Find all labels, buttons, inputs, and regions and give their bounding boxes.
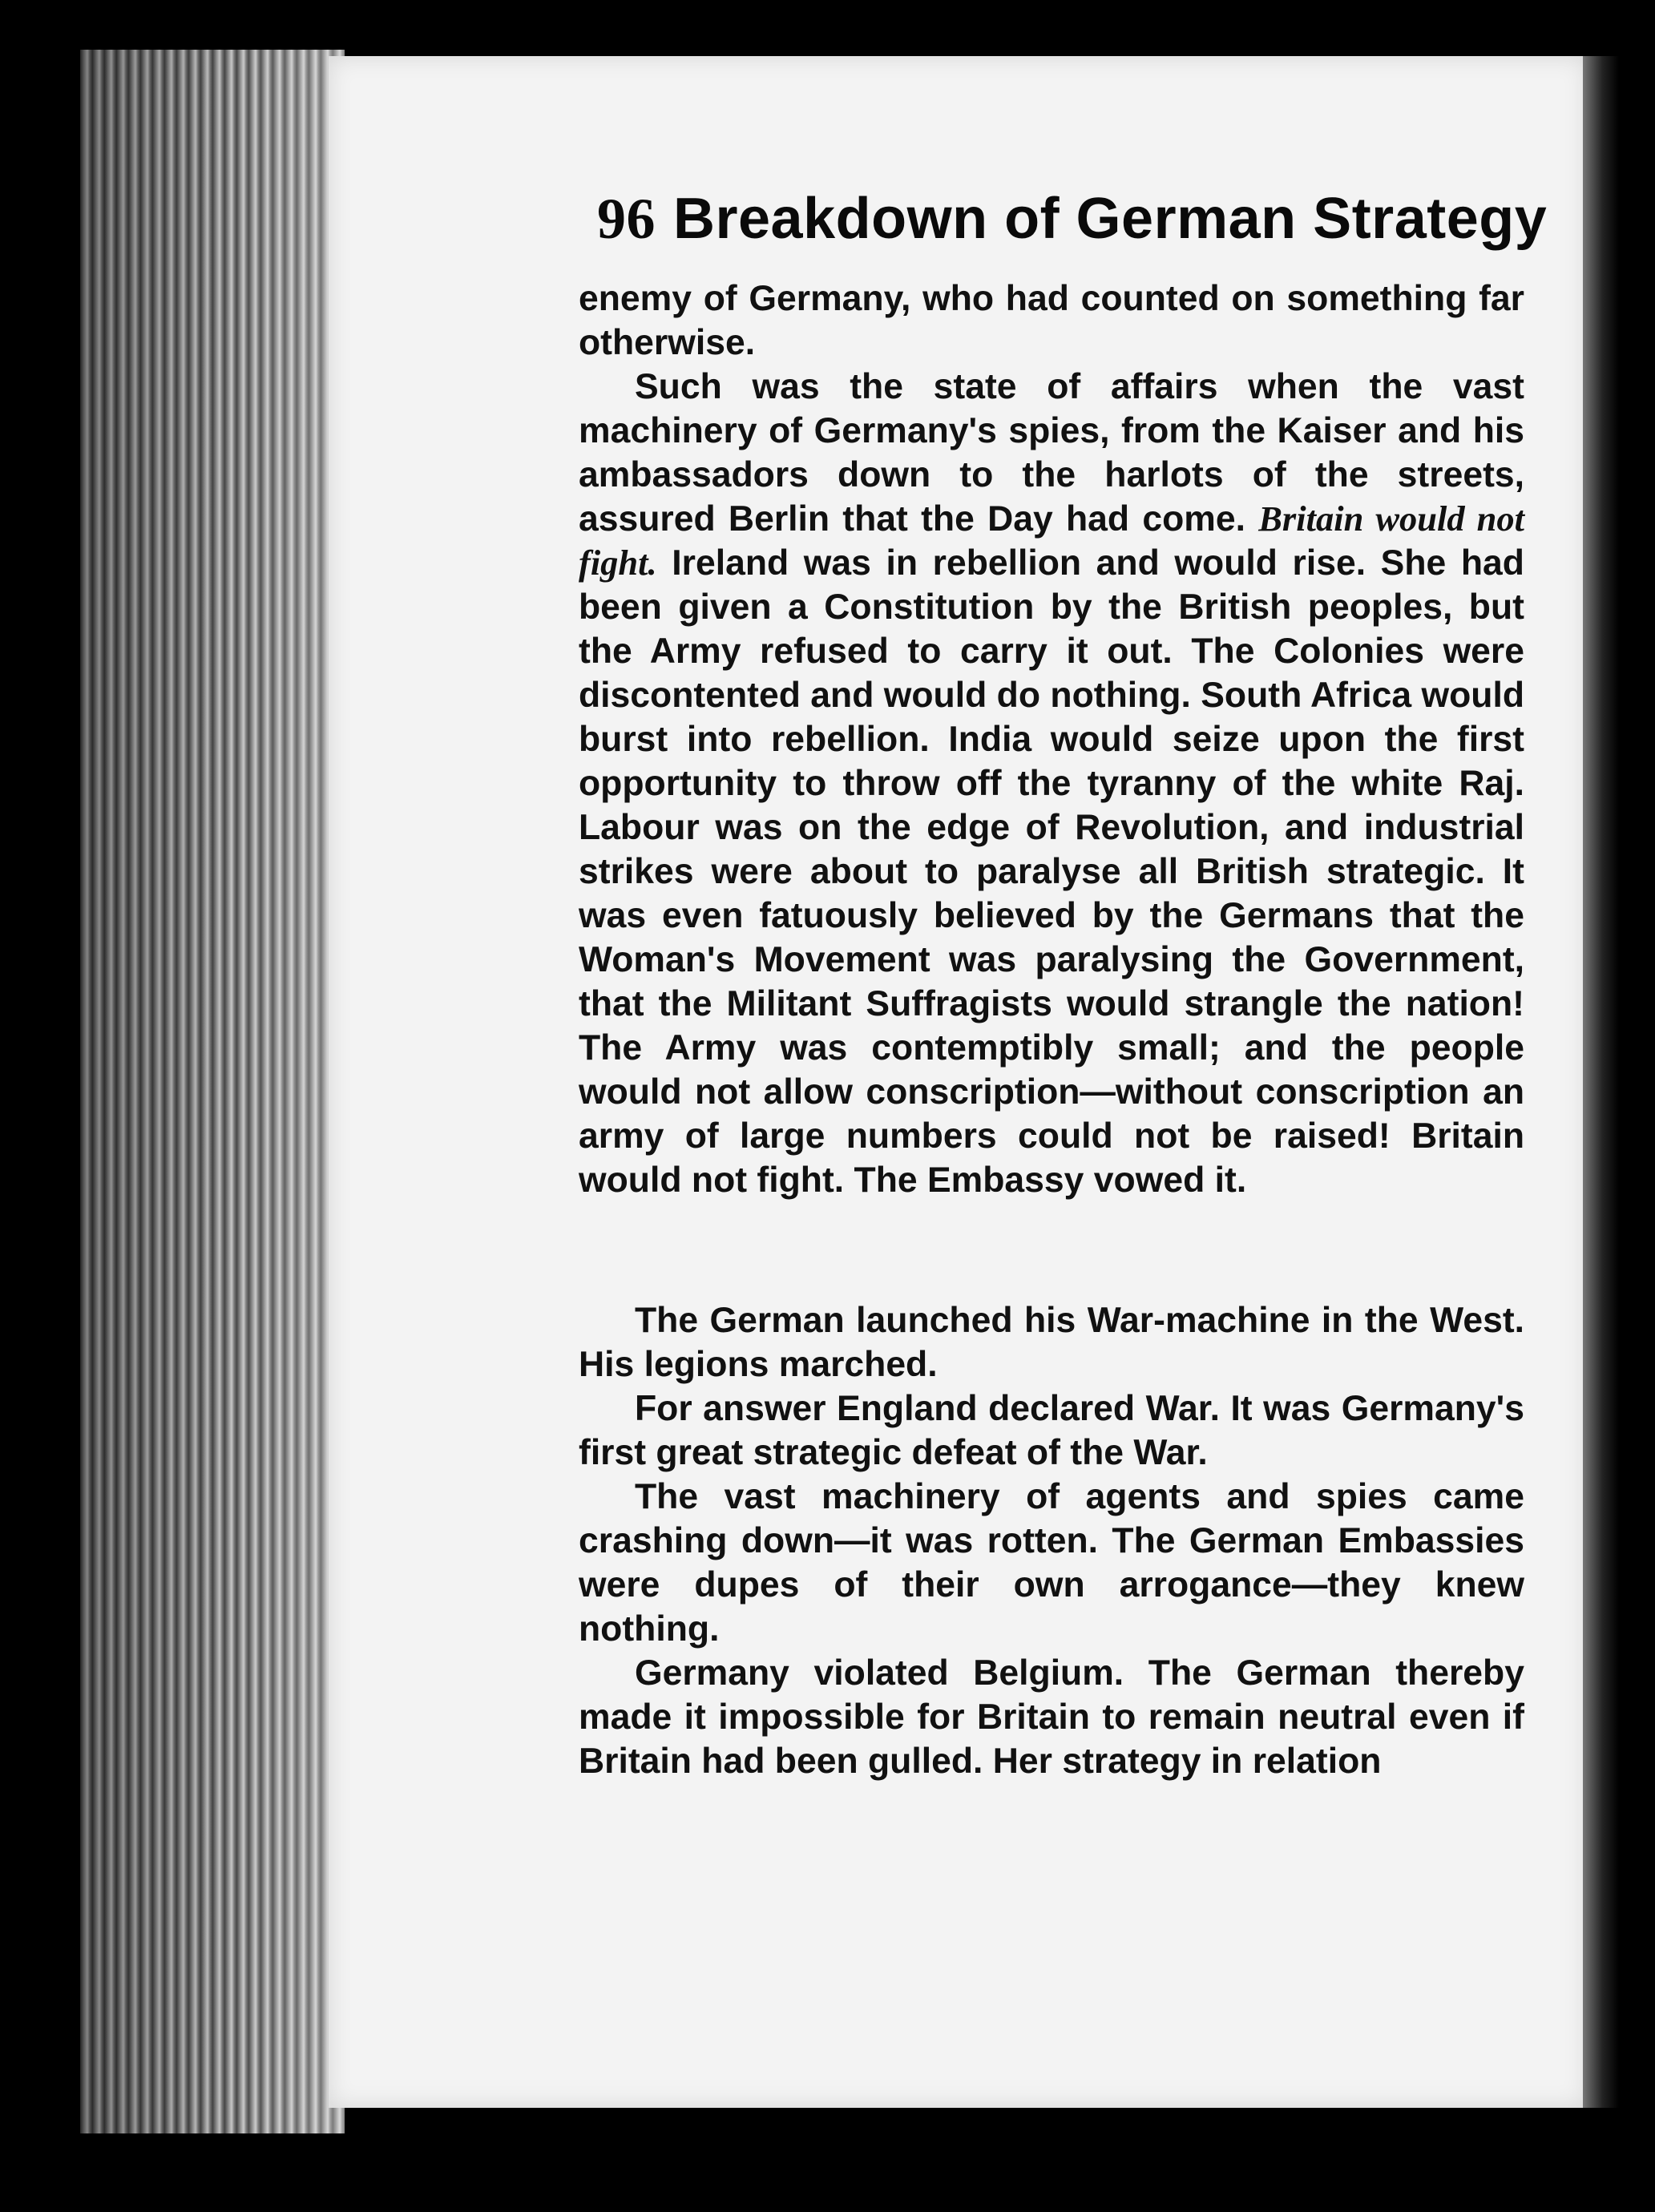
text-block-bottom [579,1298,1524,1783]
paragraph-2-emphasis: Britain would not fight. [579,499,1525,583]
text-block-top [579,276,1524,1202]
paragraph-2-start: Such was the state of affairs when the vast machinery of Germany's spies, from the Kaiser and his ambassadors down to the harlots of the streets, assured Berlin that the Day had come. [579,367,1524,539]
running-header [597,186,1548,252]
paragraph-4: For answer England declared War. It was Germany's first great strategic defeat of the War. [579,1389,1524,1472]
paragraph-6: Germany violated Belgium. The German thereby made it impossible for Britain to remain neutral even if Britain had been gulled. Her strategy in relation [579,1653,1524,1781]
page-number: 96 [597,187,656,251]
paragraph-3: The German launched his War-machine in the West. His legions marched. [579,1301,1524,1384]
gutter-shadow [1583,56,1619,2108]
paragraph-2-end: Ireland was in rebellion and would rise. She had been given a Constitution by the British peoples, but the Army refused to carry it out. The Colonies were discontented and would do nothing. South Africa would burst into rebellion. India would seize upon the first opportunity to throw off the tyranny of the white Raj. Labour was on the edge of Revolution, and industrial strikes were about to paralyse all British strategic. It was even fatuously believed by the Germans that the Woman's Movement was paralysing the Government, that the Militant Suffragists would strangle the nation! The Army was contemptibly small; and the people would not allow conscription—without conscription an army of large numbers could not be raised! Britain would not fight. The Embassy vowed it. [579,543,1524,1200]
book-page-edges [80,50,345,2133]
paragraph-5: The vast machinery of agents and spies came crashing down—it was rotten. The German Embassies were dupes of their own arrogance—they knew nothing. [579,1477,1524,1649]
paragraph-2 [579,365,1524,1202]
paragraph-1: enemy of Germany, who had counted on something far otherwise. [579,279,1524,362]
running-title: Breakdown of German Strategy [673,187,1548,251]
